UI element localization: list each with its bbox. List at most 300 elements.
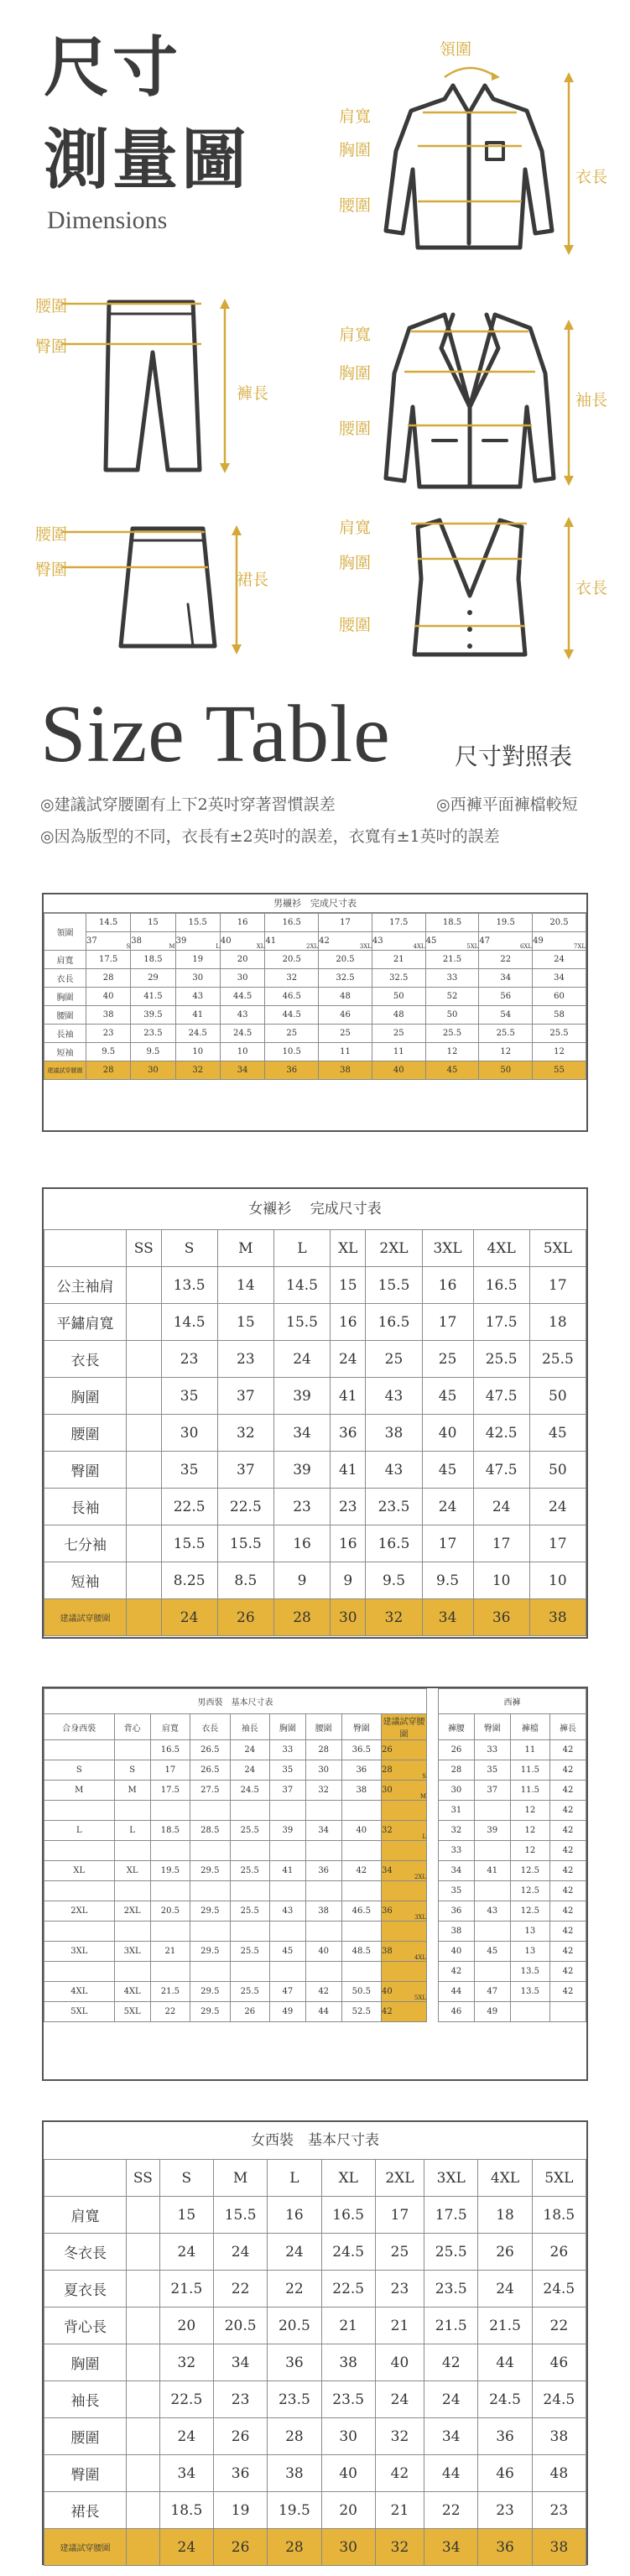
column-header: 臀圍 <box>341 1714 381 1740</box>
rec-cell: 26 <box>213 2529 267 2566</box>
table-cell: 18 <box>529 1304 586 1341</box>
table-cell: 16 <box>422 1267 473 1304</box>
table-cell: 17.5 <box>473 1304 529 1341</box>
table-cell: 20 <box>220 951 265 969</box>
table-cell <box>305 1881 341 1901</box>
rec-cell: 38 <box>319 1061 372 1080</box>
table-cell: 33 <box>439 1841 475 1861</box>
table-cell: 15 <box>331 1267 366 1304</box>
table-cell <box>474 1881 510 1901</box>
women-suit-caption: 女西裝 基本尺寸表 <box>251 2132 379 2149</box>
column-header: 腰圍 <box>305 1714 341 1740</box>
table-cell <box>190 1922 230 1942</box>
table-cell: 47 <box>474 1982 510 2002</box>
pants-hip-label: 臀圍 <box>35 337 68 356</box>
table-cell: 24 <box>159 2234 213 2271</box>
table-cell <box>405 1841 427 1861</box>
rec-cell: 38 <box>529 1599 586 1636</box>
table-cell: 19.5 <box>150 1861 190 1881</box>
table-cell: 42 <box>439 1962 475 1982</box>
collar-value: 20.5 <box>533 914 586 932</box>
table-cell <box>127 2492 160 2529</box>
column-header: 2XL <box>366 1230 422 1267</box>
size-table-subtitle: 尺寸對照表 <box>455 743 573 770</box>
size-number: 40 <box>220 932 245 951</box>
table-cell: 11 <box>319 1043 372 1061</box>
table-cell: 32 <box>159 2344 213 2381</box>
table-cell: 32 <box>375 2418 424 2455</box>
size-code: L <box>207 932 220 951</box>
table-cell: 17.5 <box>150 1781 190 1801</box>
column-header: 衣長 <box>190 1714 230 1740</box>
table-cell <box>127 2307 160 2344</box>
table-cell <box>150 1962 190 1982</box>
note-tolerance: ◎因為版型的不同，衣長有±2英吋的誤差，衣寬有±1英吋的誤差 <box>40 827 500 846</box>
table-cell: 20 <box>321 2492 375 2529</box>
table-cell: 5XL <box>44 2002 115 2022</box>
table-cell: 14.5 <box>161 1304 217 1341</box>
rec-cell <box>127 2529 160 2566</box>
table-cell: 40 <box>439 1942 475 1962</box>
row-label: 肩寬 <box>44 951 86 969</box>
table-cell <box>405 2002 427 2022</box>
table-cell: 38 <box>366 1415 422 1452</box>
table-cell: 24.5 <box>478 2381 532 2418</box>
table-cell <box>127 1525 162 1562</box>
table-cell: 42 <box>550 1821 586 1841</box>
table-cell: 22.5 <box>217 1489 273 1525</box>
table-cell <box>127 1304 162 1341</box>
table-cell: 24 <box>213 2234 267 2271</box>
table-cell: 11 <box>510 1740 549 1760</box>
table-cell: 34 <box>305 1821 341 1841</box>
table-cell: 25 <box>422 1341 473 1378</box>
table-cell <box>230 1881 269 1901</box>
table-cell: 16 <box>268 2197 321 2234</box>
table-cell: 42 <box>550 1760 586 1781</box>
table-cell: 44 <box>439 1982 475 2002</box>
rec-cell: 24 <box>159 2529 213 2566</box>
table-cell: 20.5 <box>265 951 319 969</box>
women-shirt-table-box <box>42 1187 588 1639</box>
table-cell: 5XL <box>405 1982 427 2002</box>
row-label: 冬衣長 <box>44 2234 127 2271</box>
table-cell: 42 <box>550 1901 586 1922</box>
table-cell: 36 <box>439 1901 475 1922</box>
table-cell: 20 <box>159 2307 213 2344</box>
table-cell: 58 <box>533 1006 586 1025</box>
table-cell: 12 <box>425 1043 479 1061</box>
table-cell: 43 <box>175 988 220 1006</box>
table-cell: 41 <box>175 1006 220 1025</box>
table-cell: 20.5 <box>150 1901 190 1922</box>
table-cell: 41 <box>331 1378 366 1415</box>
table-cell: 38 <box>439 1922 475 1942</box>
table-cell <box>127 2455 160 2492</box>
vest-waist-label: 腰圍 <box>339 616 372 634</box>
column-header: L <box>273 1230 330 1267</box>
table-cell <box>190 1962 230 1982</box>
size-table-title: Size Table <box>40 689 391 780</box>
table-cell <box>474 1962 510 1982</box>
table-cell: 42 <box>550 1740 586 1760</box>
rec-cell: 40 <box>372 1061 425 1080</box>
rec-cell: 30 <box>131 1061 175 1080</box>
table-cell: 8.25 <box>161 1562 217 1599</box>
table-cell <box>44 1740 115 1760</box>
table-cell: 50 <box>372 988 425 1006</box>
table-cell: 25.5 <box>230 1982 269 2002</box>
table-cell: 20.5 <box>268 2307 321 2344</box>
table-cell: XL <box>114 1861 150 1881</box>
table-cell: 25.5 <box>479 1025 533 1043</box>
table-cell <box>474 1801 510 1821</box>
jacket-chest-label: 胸圍 <box>339 364 372 383</box>
table-cell <box>44 1801 115 1821</box>
table-cell <box>190 1881 230 1901</box>
table-cell <box>405 1740 427 1760</box>
table-cell <box>341 1801 381 1821</box>
table-cell: 21 <box>372 951 425 969</box>
table-cell: 15 <box>159 2197 213 2234</box>
table-cell: 26 <box>439 1740 475 1760</box>
row-label: 公主袖肩 <box>44 1267 127 1304</box>
table-cell: 12.5 <box>510 1881 549 1901</box>
column-header: 2XL <box>375 2160 424 2197</box>
column-header: 背心 <box>114 1714 150 1740</box>
table-cell: 15.5 <box>366 1267 422 1304</box>
column-header: 建議試穿腰圍 <box>382 1714 427 1740</box>
table-cell: 36 <box>478 2418 532 2455</box>
row-label: 長袖 <box>44 1489 127 1525</box>
table-cell: 17 <box>375 2197 424 2234</box>
size-number: 37 <box>86 932 118 951</box>
jacket-sleeve-label: 袖長 <box>575 391 608 409</box>
collar-value: 16 <box>220 914 265 932</box>
rec-cell: 26 <box>217 1599 273 1636</box>
table-cell: 12 <box>510 1841 549 1861</box>
shirt-diagram <box>352 34 621 260</box>
table-cell: 25.5 <box>230 1821 269 1841</box>
table-cell: 26.5 <box>190 1740 230 1760</box>
table-cell: 16.5 <box>321 2197 375 2234</box>
table-cell: 29.5 <box>190 1982 230 2002</box>
table-cell <box>150 1801 190 1821</box>
table-cell: 37 <box>217 1452 273 1489</box>
collar-header: 領圍 <box>44 914 86 951</box>
rec-cell: 55 <box>533 1061 586 1080</box>
table-cell: 39 <box>273 1378 330 1415</box>
collar-value: 18.5 <box>425 914 479 932</box>
table-cell: 17.5 <box>424 2197 478 2234</box>
table-cell: 44 <box>478 2344 532 2381</box>
rec-cell: 50 <box>479 1061 533 1080</box>
table-cell: 21.5 <box>150 1982 190 2002</box>
table-cell: 23 <box>331 1489 366 1525</box>
table-cell <box>341 1962 381 1982</box>
table-cell <box>305 1922 341 1942</box>
shirt-waist-label: 腰圍 <box>339 196 372 215</box>
table-cell: 30 <box>161 1415 217 1452</box>
table-cell <box>405 1962 427 1982</box>
table-cell: 17 <box>422 1525 473 1562</box>
pants-column-header: 褲檔 <box>510 1714 549 1740</box>
column-header: 合身西裝 <box>44 1714 115 1740</box>
column-header: 4XL <box>478 2160 532 2197</box>
table-cell: 25 <box>372 1025 425 1043</box>
collar-value: 14.5 <box>86 914 131 932</box>
table-cell: 30 <box>305 1760 341 1781</box>
table-cell: 24 <box>159 2418 213 2455</box>
table-cell: 37 <box>217 1378 273 1415</box>
skirt-length-label: 裙長 <box>237 571 269 589</box>
table-cell: 60 <box>533 988 586 1006</box>
table-cell: 15 <box>217 1304 273 1341</box>
row-label: 短袖 <box>44 1043 86 1061</box>
row-label: 腰圍 <box>44 2418 127 2455</box>
table-cell: 20.5 <box>213 2307 267 2344</box>
row-label: 裙長 <box>44 2492 127 2529</box>
rec-cell: 32 <box>175 1061 220 1080</box>
table-cell: 47.5 <box>473 1378 529 1415</box>
table-cell <box>269 1962 305 1982</box>
pants-length-label: 褲長 <box>237 384 269 403</box>
table-cell: 12 <box>510 1821 549 1841</box>
table-cell: 9 <box>273 1562 330 1599</box>
table-cell: 52 <box>425 988 479 1006</box>
table-cell: 19.5 <box>268 2492 321 2529</box>
size-code: XL <box>246 932 265 951</box>
table-cell: 21.5 <box>425 951 479 969</box>
table-cell: 43 <box>366 1452 422 1489</box>
column-header: 肩寬 <box>150 1714 190 1740</box>
shirt-shoulder-label: 肩寬 <box>339 107 372 126</box>
table-cell: 47 <box>269 1982 305 2002</box>
table-cell: XL <box>44 1861 115 1881</box>
table-cell: 40 <box>382 1982 405 2002</box>
shirt-collar-label: 領圍 <box>440 40 472 59</box>
table-cell: 44 <box>424 2455 478 2492</box>
table-cell: 24 <box>473 1489 529 1525</box>
table-cell <box>44 1922 115 1942</box>
table-cell: 22 <box>268 2271 321 2307</box>
table-cell <box>127 2234 160 2271</box>
row-label: 夏衣長 <box>44 2271 127 2307</box>
table-cell: 42 <box>341 1861 381 1881</box>
table-cell: 24 <box>478 2271 532 2307</box>
vest-chest-label: 胸圍 <box>339 554 372 572</box>
table-cell <box>127 1415 162 1452</box>
table-cell: 36 <box>331 1415 366 1452</box>
table-cell: 14.5 <box>273 1267 330 1304</box>
table-cell <box>305 1841 341 1861</box>
table-cell <box>127 2344 160 2381</box>
table-cell: 38 <box>321 2344 375 2381</box>
table-cell <box>127 1562 162 1599</box>
size-code: 7XL <box>558 932 586 951</box>
table-cell <box>382 1922 405 1942</box>
table-cell: 36.5 <box>341 1740 381 1760</box>
column-header: XL <box>321 2160 375 2197</box>
column-header: 3XL <box>422 1230 473 1267</box>
pants-caption: 西褲 <box>439 1689 586 1714</box>
rec-cell: 34 <box>220 1061 265 1080</box>
table-cell: 23 <box>375 2271 424 2307</box>
table-cell: 16.5 <box>473 1267 529 1304</box>
table-cell: 18.5 <box>532 2197 586 2234</box>
vest-shoulder-label: 肩寬 <box>339 519 372 537</box>
row-label: 臀圍 <box>44 2455 127 2492</box>
table-cell: 42 <box>550 1922 586 1942</box>
table-cell: 15.5 <box>273 1304 330 1341</box>
table-cell: 33 <box>269 1740 305 1760</box>
women-suit-table-box <box>42 2120 588 2565</box>
table-cell: 10.5 <box>265 1043 319 1061</box>
table-cell <box>341 1922 381 1942</box>
table-cell: S <box>405 1760 427 1781</box>
table-cell: 48 <box>319 988 372 1006</box>
collar-value: 15 <box>131 914 175 932</box>
collar-value: 16.5 <box>265 914 319 932</box>
table-cell <box>382 1962 405 1982</box>
row-label: 平鏽肩寬 <box>44 1304 127 1341</box>
table-cell <box>405 1801 427 1821</box>
table-cell: 40 <box>341 1821 381 1841</box>
table-cell: 43 <box>220 1006 265 1025</box>
table-cell <box>114 1881 150 1901</box>
table-cell: 39.5 <box>131 1006 175 1025</box>
table-cell <box>269 1841 305 1861</box>
page-title-line1: 尺寸 <box>44 29 182 106</box>
table-cell: 33 <box>474 1740 510 1760</box>
table-cell <box>127 2271 160 2307</box>
table-cell: 19 <box>213 2492 267 2529</box>
table-cell <box>382 1881 405 1901</box>
table-cell: 16 <box>331 1525 366 1562</box>
table-cell: 36 <box>382 1901 405 1922</box>
table-cell: 23.5 <box>424 2271 478 2307</box>
collar-value: 17.5 <box>372 914 425 932</box>
table-cell: 25.5 <box>230 1861 269 1881</box>
table-cell: 40 <box>321 2455 375 2492</box>
table-cell: 17 <box>422 1304 473 1341</box>
column-header: 胸圍 <box>269 1714 305 1740</box>
table-cell: 41 <box>269 1861 305 1881</box>
rec-cell: 38 <box>532 2529 586 2566</box>
table-cell: 26 <box>382 1740 405 1760</box>
table-cell <box>114 1962 150 1982</box>
table-cell: 16 <box>273 1525 330 1562</box>
table-cell: 30 <box>175 969 220 988</box>
table-cell: 22.5 <box>321 2271 375 2307</box>
table-cell: 32.5 <box>372 969 425 988</box>
row-label: 短袖 <box>44 1562 127 1599</box>
table-cell: 46 <box>478 2455 532 2492</box>
column-header: S <box>161 1230 217 1267</box>
note-pants: ◎西褲平面褲檔較短 <box>436 795 578 814</box>
table-cell: 24.5 <box>321 2234 375 2271</box>
table-cell <box>230 1801 269 1821</box>
size-code: 2XL <box>290 932 318 951</box>
table-cell <box>230 1841 269 1861</box>
table-cell: 29 <box>131 969 175 988</box>
table-cell: 24 <box>422 1489 473 1525</box>
size-code: 6XL <box>504 932 532 951</box>
table-cell: 48 <box>372 1006 425 1025</box>
shirt-chest-label: 胸圍 <box>339 141 372 159</box>
table-cell: 22 <box>424 2492 478 2529</box>
table-cell: 24.5 <box>220 1025 265 1043</box>
table-cell: 40 <box>375 2344 424 2381</box>
table-cell: 31 <box>439 1801 475 1821</box>
rec-label: 建議試穿腰圍 <box>44 1599 127 1636</box>
rec-cell: 30 <box>331 1599 366 1636</box>
table-cell: 37 <box>269 1781 305 1801</box>
size-code: 3XL <box>344 932 372 951</box>
row-label: 臀圍 <box>44 1452 127 1489</box>
table-cell: 23.5 <box>366 1489 422 1525</box>
column-header: 5XL <box>529 1230 586 1267</box>
table-cell: 16.5 <box>366 1304 422 1341</box>
rec-cell: 32 <box>366 1599 422 1636</box>
table-cell: 48.5 <box>341 1942 381 1962</box>
table-cell: 23 <box>478 2492 532 2529</box>
column-header: 袖長 <box>230 1714 269 1740</box>
table-cell: 18.5 <box>159 2492 213 2529</box>
table-cell: 54 <box>479 1006 533 1025</box>
rec-cell: 30 <box>321 2529 375 2566</box>
table-cell <box>127 1489 162 1525</box>
table-cell: 25.5 <box>424 2234 478 2271</box>
table-cell <box>405 1922 427 1942</box>
table-cell: 50 <box>529 1452 586 1489</box>
table-cell: 10 <box>473 1562 529 1599</box>
table-cell: 3XL <box>114 1942 150 1962</box>
table-cell: L <box>405 1821 427 1841</box>
table-cell <box>114 1801 150 1821</box>
table-cell <box>150 1922 190 1942</box>
table-cell: 20.5 <box>319 951 372 969</box>
table-cell: 29.5 <box>190 1901 230 1922</box>
table-cell: 44 <box>305 2002 341 2022</box>
table-cell: 32 <box>382 1821 405 1841</box>
table-cell: 23 <box>217 1341 273 1378</box>
table-cell: 34 <box>159 2455 213 2492</box>
women-suit-table <box>44 2159 586 2566</box>
column-header: XL <box>331 1230 366 1267</box>
table-cell: 42 <box>375 2455 424 2492</box>
table-cell: 4XL <box>114 1982 150 2002</box>
table-cell: 34 <box>479 969 533 988</box>
note-waist: ◎建議試穿腰圍有上下2英吋穿著習慣誤差 <box>40 795 336 814</box>
table-cell: 38 <box>382 1942 405 1962</box>
table-cell: 46 <box>439 2002 475 2022</box>
collar-value: 15.5 <box>175 914 220 932</box>
table-cell: 9 <box>331 1562 366 1599</box>
column-header: M <box>213 2160 267 2197</box>
table-cell: 21 <box>321 2307 375 2344</box>
table-cell: 40 <box>422 1415 473 1452</box>
table-cell: 30 <box>382 1781 405 1801</box>
table-cell: 28 <box>86 969 131 988</box>
table-cell: 39 <box>474 1821 510 1841</box>
table-cell: 26 <box>230 2002 269 2022</box>
table-cell: S <box>114 1760 150 1781</box>
table-cell: 32 <box>217 1415 273 1452</box>
table-cell <box>114 1922 150 1942</box>
table-cell: M <box>114 1781 150 1801</box>
table-cell <box>382 1801 405 1821</box>
